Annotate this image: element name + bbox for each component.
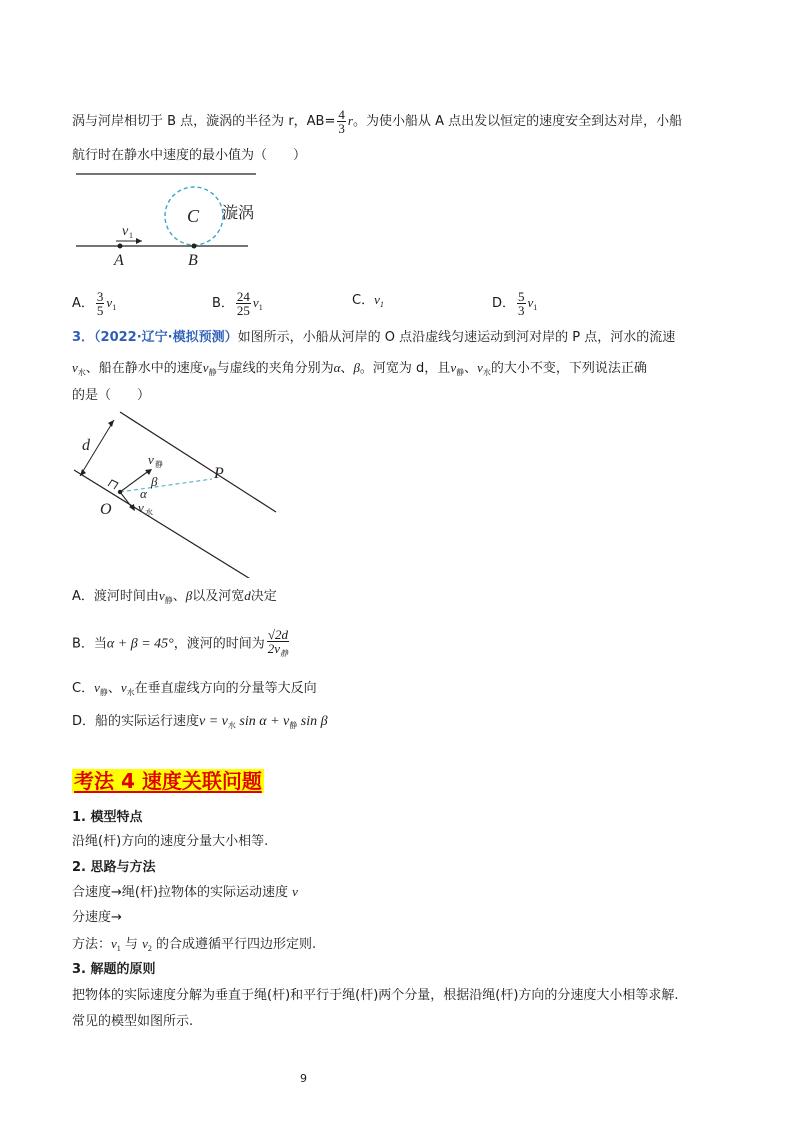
page-number: 9 (300, 1072, 307, 1085)
q2-stem-text1: 涡与河岸相切于 B 点，漩涡的半径为 r，AB= (72, 114, 336, 129)
label-v1-sub: 1 (129, 231, 133, 240)
label-beta: β (151, 474, 158, 489)
q3-number: 3． (72, 330, 95, 345)
label-vortex: 漩涡 (222, 203, 255, 222)
subheading-model: 1. 模型特点 (72, 810, 143, 825)
q3-source: （2022·辽宁·模拟预测） (94, 330, 238, 345)
label-c: C (187, 206, 200, 226)
paragraph-method-3: 方法：$v_1$ 与 $v_2$ 的合成遵循平行四边形定则. (72, 936, 317, 953)
label-v-water: v (138, 500, 144, 515)
q3-stem-line1: 3．（2022·辽宁·模拟预测）如图所示，小船从河岸的 O 点沿虚线匀速运动到河对岸的 P 点，河水的流速 (72, 330, 676, 345)
label-a: A (114, 252, 124, 269)
q3-stem-line2: $v_水$、船在静水中的速度$v_静$与虚线的夹角分别为α、β。河宽为 d，且$v_静$、$v_水$的大小不变，下列说法正确 (72, 360, 647, 377)
point-a (118, 244, 123, 249)
label-v1: v (122, 224, 129, 239)
subheading-principle: 3. 解题的原则 (72, 962, 156, 977)
label-d: d (82, 437, 90, 454)
label-alpha: α (140, 486, 147, 501)
q2-option-a: A． $\frac{3}{5}$ $v_1$ (72, 289, 117, 318)
label-v-water-sub: 水 (145, 508, 153, 517)
q2-stem-line2: 航行时在静水中速度的最小值为（ ） (72, 148, 307, 163)
label-v-still-sub: 静 (155, 460, 163, 469)
point-b (192, 244, 197, 249)
q3-option-c: C．$v_静$、$v_水$在垂直虚线方向的分量等大反向 (72, 680, 317, 697)
v1-arrowhead (136, 238, 142, 244)
paragraph-method-2: 分速度→ (72, 910, 122, 925)
river-crossing-figure (72, 408, 282, 578)
paragraph-method-1: 合速度→绳(杆)拉物体的实际运动速度 v (72, 884, 298, 900)
q3-option-a: A．渡河时间由$v_静$、β以及河宽d决定 (72, 588, 277, 605)
q2-stem-text2: 。为使小船从 A 点出发以恒定的速度安全到达对岸，小船 (352, 114, 683, 129)
ab-fraction: $\frac{4}{3}$ (338, 107, 345, 136)
q2-stem-line1 (72, 108, 682, 135)
q3-stem-line3: 的是（ ） (72, 388, 151, 403)
ab-var: r (347, 113, 353, 128)
paragraph-model: 沿绳(杆)方向的速度分量大小相等. (72, 834, 269, 849)
subheading-method: 2. 思路与方法 (72, 860, 156, 875)
q2-option-b: B． $\frac{24}{25}$ $v_1$ (212, 289, 263, 318)
label-v-still: v (148, 452, 154, 467)
path-dashed-line (120, 479, 212, 492)
label-o: O (100, 501, 112, 518)
point-o (118, 490, 122, 494)
q2-option-d: D． $\frac{5}{3}$ $v_1$ (492, 289, 538, 318)
section-heading: 考法 4 速度关联问题 (74, 769, 262, 793)
label-p: P (214, 465, 224, 482)
q3-option-d: D．船的实际运行速度$v = v_水$ $\sin \alpha + v_静$ sin β (72, 714, 328, 730)
vortex-figure (72, 172, 262, 272)
right-angle-mark (108, 480, 118, 489)
q3-option-b: B．当α + β = 45°，渡河的时间为 $\frac{√2d}{2v_静}$ (72, 627, 289, 658)
paragraph-principle: 把物体的实际速度分解为垂直于绳(杆)和平行于绳(杆)两个分量，根据沿绳(杆)方向的分速度大小相等求解. (72, 988, 679, 1003)
q2-option-c: C．$v_1$ (352, 292, 384, 309)
paragraph-figure-note: 常见的模型如图所示. (72, 1014, 194, 1029)
label-b: B (188, 252, 198, 269)
